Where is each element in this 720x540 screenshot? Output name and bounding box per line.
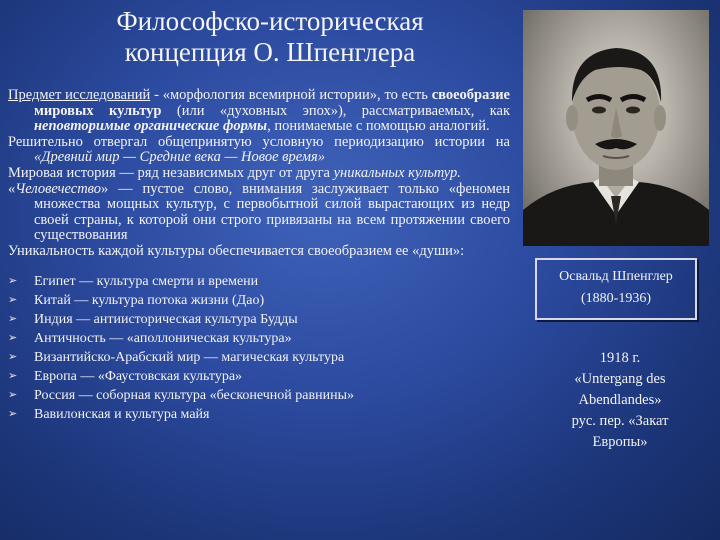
text-segment: Мировая история — ряд независимых друг от друга	[8, 164, 334, 181]
main-text	[8, 88, 510, 424]
text-segment: (или «духовных эпох»), рассматриваемых, как	[161, 102, 510, 119]
list-item-text: Европа — «Фаустовская культура»	[34, 368, 243, 384]
list-item	[8, 367, 510, 386]
arrowhead-bullet-icon: ➢	[8, 293, 18, 306]
list-item	[8, 329, 510, 348]
arrowhead-bullet-icon: ➢	[8, 388, 18, 401]
paragraph	[8, 88, 510, 135]
title-line-2: концепция О. Шпенглера	[124, 37, 416, 67]
book-translation-2: Европы»	[592, 434, 648, 450]
list-item	[8, 291, 510, 310]
arrowhead-bullet-icon: ➢	[8, 331, 18, 344]
paragraph	[8, 135, 510, 166]
book-info	[545, 348, 695, 453]
book-title-2: Abendlandes»	[578, 392, 662, 408]
text-segment: своеобразие мировых культур	[34, 87, 510, 119]
list-item-text: Китай — культура потока жизни (Дао)	[34, 292, 265, 308]
arrowhead-bullet-icon: ➢	[8, 350, 18, 363]
arrowhead-bullet-icon: ➢	[8, 407, 18, 420]
arrowhead-bullet-icon: ➢	[8, 369, 18, 382]
text-segment: - «морфология всемирной истории», то есть	[150, 87, 432, 103]
list-item-text: Египет — культура смерти и времени	[34, 273, 259, 289]
text-segment: Уникальность каждой культуры обеспечивается своеобразием ее «души»:	[8, 242, 465, 259]
portrait-caption	[535, 258, 697, 320]
text-segment: неповторимые органические формы	[34, 118, 268, 135]
life-years: (1880-1936)	[581, 291, 651, 306]
list-item	[8, 310, 510, 329]
list-item	[8, 386, 510, 405]
list-item-text: Византийско-Арабский мир — магическая культура	[34, 349, 345, 365]
paragraph	[8, 166, 510, 182]
person-name: Освальд Шпенглер	[559, 269, 673, 284]
list-item	[8, 348, 510, 367]
list-item-text: Вавилонская и культура майя	[34, 406, 210, 422]
text-segment: «Древний мир — Средние века — Новое время»	[34, 149, 326, 166]
slide-title	[70, 6, 470, 68]
book-translation-1: рус. пер. «Закат	[571, 413, 669, 429]
paragraph	[8, 244, 510, 260]
portrait-photo	[523, 10, 709, 246]
culture-list	[8, 272, 510, 424]
text-segment: Решительно отвергал общепринятую условную периодизацию истории на	[8, 133, 510, 150]
title-line-1: Философско-историческая	[116, 6, 424, 36]
text-segment: , понимаемые с помощью аналогий.	[267, 118, 490, 135]
list-item	[8, 405, 510, 424]
list-item	[8, 272, 510, 291]
list-item-text: Античность — «аполлоническая культура»	[34, 330, 292, 346]
book-year: 1918 г.	[599, 350, 641, 366]
arrowhead-bullet-icon: ➢	[8, 274, 18, 287]
book-title-1: «Untergang des	[574, 371, 666, 387]
text-segment: » — пустое слово, внимания заслуживает только «феномен множества мощных культур, с первобытной силой вырастающих из недр своей страны, к которой они строго привязаны на всем протяжении своего существования	[34, 180, 510, 244]
paragraph-list	[8, 88, 510, 260]
arrowhead-bullet-icon: ➢	[8, 312, 18, 325]
list-item-text: Россия — соборная культура «бесконечной равнины»	[34, 387, 354, 403]
paragraph	[8, 182, 510, 244]
text-segment: Человечество	[15, 180, 102, 197]
text-segment: Предмет исследований	[8, 87, 151, 103]
list-item-text: Индия — антиисторическая культура Будды	[34, 311, 298, 327]
text-segment: уникальных культур.	[333, 164, 461, 181]
text-segment: «	[8, 180, 16, 197]
